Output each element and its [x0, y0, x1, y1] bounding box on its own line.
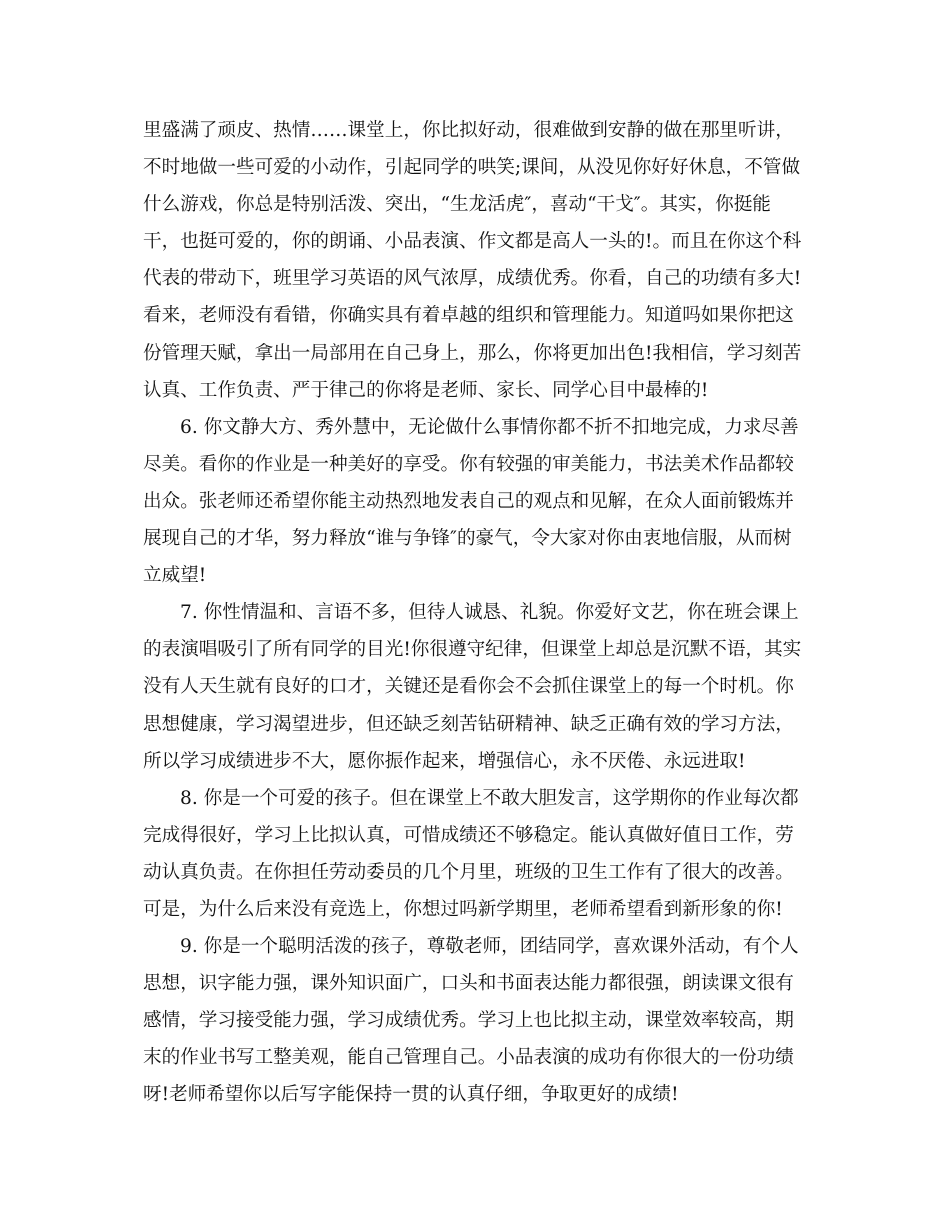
- text-line: 展现自己的才华，努力释放“谁与争锋″的豪气，令大家对你由衷地信服，从而树: [143, 528, 792, 550]
- text-line: 所以学习成绩进步不大，愿你振作起来，增强信心，永不厌倦、永远进取!: [143, 750, 746, 772]
- document-body: [143, 112, 813, 1114]
- text-line: 什么游戏，你总是特别活泼、突出，“生龙活虎″，喜动“干戈″。其实，你挺能: [143, 194, 771, 216]
- text-line: 份管理天赋，拿出一局部用在自己身上，那么，你将更加出色!我相信，学习刻苦: [143, 342, 802, 364]
- text-line: 干，也挺可爱的，你的朗诵、小品表演、作文都是高人一头的!。而且在你这个科: [143, 231, 802, 253]
- text-line-first: 9. 你是一个聪明活泼的孩子，尊敬老师，团结同学，喜欢课外活动，有个人: [180, 936, 799, 958]
- text-line: 呀!老师希望你以后写字能保持一贯的认真仔细，争取更好的成绩!: [143, 1084, 679, 1106]
- text-line: 可是，为什么后来没有竞选上，你想过吗新学期里，老师希望看到新形象的你!: [143, 898, 783, 920]
- text-line: 末的作业书写工整美观，能自己管理自己。小品表演的成功有你很大的一份功绩: [143, 1047, 794, 1069]
- text-line: 立威望!: [143, 565, 207, 587]
- text-line: 尽美。看你的作业是一种美好的享受。你有较强的审美能力，书法美术作品都较: [143, 453, 794, 475]
- text-line: 思想健康，学习渴望进步，但还缺乏刻苦钻研精神、缺乏正确有效的学习方法，: [143, 713, 794, 735]
- text-line: 里盛满了顽皮、热情……课堂上，你比拟好动，很难做到安静的做在那里听讲，: [143, 120, 794, 141]
- text-line: 感情，学习接受能力强，学习成绩优秀。学习上也比拟主动，课堂效率较高，期: [143, 1010, 794, 1032]
- text-line: 动认真负责。在你担任劳动委员的几个月里，班级的卫生工作有了很大的改善。: [143, 861, 794, 883]
- paragraph-7: [143, 594, 813, 779]
- text-line: 代表的带动下，班里学习英语的风气浓厚，成绩优秀。你看，自己的功绩有多大!: [143, 268, 802, 290]
- paragraph-6: [143, 409, 813, 594]
- text-line: 思想，识字能力强，课外知识面广，口头和书面表达能力都很强，朗读课文很有: [143, 973, 794, 995]
- paragraph-8: [143, 780, 813, 928]
- text-line-first: 6. 你文静大方、秀外慧中，无论做什么事情你都不折不扣地完成，力求尽善: [180, 416, 799, 438]
- text-line-first: 8. 你是一个可爱的孩子。但在课堂上不敢大胆发言，这学期你的作业每次都: [180, 787, 799, 809]
- text-line-first: 7. 你性情温和、言语不多，但待人诚恳、礼貌。你爱好文艺，你在班会课上: [180, 602, 799, 624]
- paragraph-9: [143, 928, 813, 1113]
- text-line: 认真、工作负责、严于律己的你将是老师、家长、同学心目中最棒的!: [143, 379, 709, 401]
- text-line: 的表演唱吸引了所有同学的目光!你很遵守纪律，但课堂上却总是沉默不语，其实: [143, 639, 802, 661]
- text-line: 不时地做一些可爱的小动作，引起同学的哄笑;课间，从没见你好好休息，不管做: [143, 157, 801, 179]
- text-line: 出众。张老师还希望你能主动热烈地发表自己的观点和见解，在众人面前锻炼并: [143, 490, 794, 512]
- paragraph-5-continued: [143, 112, 813, 409]
- text-line: 没有人天生就有良好的口才，关键还是看你会不会抓住课堂上的每一个时机。你: [143, 676, 794, 698]
- text-line: 看来，老师没有看错，你确实具有着卓越的组织和管理能力。知道吗如果你把这: [143, 305, 794, 327]
- text-line: 完成得很好，学习上比拟认真，可惜成绩还不够稳定。能认真做好值日工作，劳: [143, 824, 794, 846]
